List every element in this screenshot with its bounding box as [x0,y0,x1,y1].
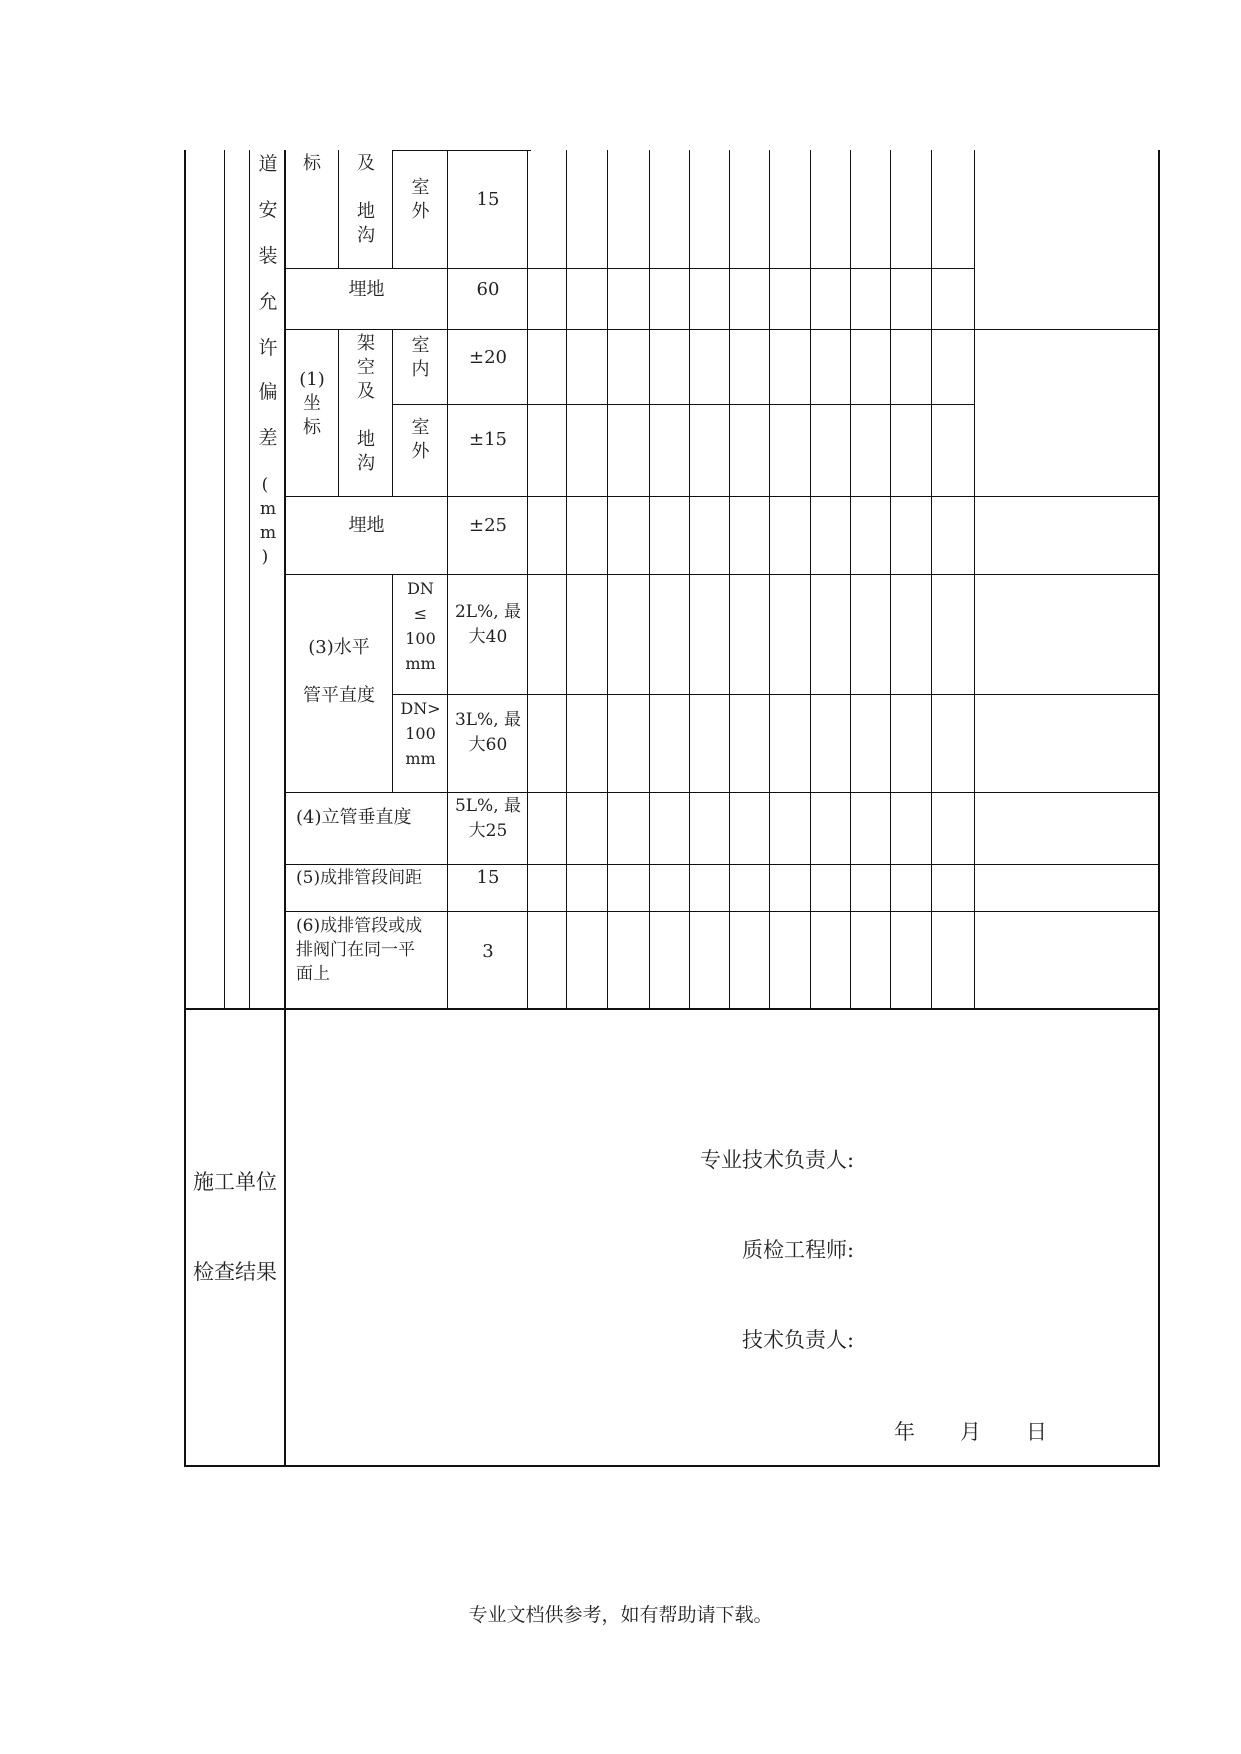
rule [249,150,250,1008]
row2-value: 60 [476,279,500,300]
rule [338,150,339,268]
signer-tech-manager: 技术负责人: [742,1328,855,1352]
rule [285,574,1160,575]
signer-technical-lead: 专业技术负责人: [700,1148,855,1172]
rule [285,496,1160,497]
row4-value: ±25 [469,515,507,536]
rule [224,150,225,1008]
group-label-char: 差 [258,427,278,449]
row7-label: (5)成排管段间距 [296,868,423,888]
row5-value1: 2L%, 最 大40 [454,602,522,647]
rule [810,150,811,1008]
rule [1158,150,1160,1467]
rule [392,150,393,268]
row1-value: 15 [476,189,500,210]
row3-group: (1) 坐 标 [299,369,325,438]
row3-value-outdoor: ±15 [469,429,507,450]
row8-value: 3 [482,941,494,962]
rule [285,329,1160,330]
date-day: 日 [1026,1420,1047,1444]
row3-sub-indoor: 室 内 [411,335,430,380]
row5-cond2: DN> 100 mm [400,699,441,768]
group-label-char: 安 [258,199,278,221]
row3-sub: 架 空 及 地 沟 [357,333,375,474]
row8-label: (6)成排管段或成 排阀门在同一平 面上 [296,916,423,984]
rule [974,150,975,1008]
rule [527,150,528,1008]
rule [689,150,690,1008]
rule [769,150,770,1008]
rule [285,864,1160,865]
rule [285,268,975,269]
rule [850,150,851,1008]
group-label-char: ( [261,475,269,495]
page-footer: 专业文档供参考，如有帮助请下载。 [468,1604,773,1626]
row5-cond1: DN ≤ 100 mm [405,579,436,673]
rule [607,150,608,1008]
row2-label: 埋地 [348,279,385,300]
signer-qc-engineer: 质检工程师: [742,1238,855,1262]
row6-value: 5L%, 最 大25 [454,796,522,841]
result-label-line1: 施工单位 [193,1170,277,1194]
rule [890,150,891,1008]
rule [184,1465,1160,1467]
result-label-line2: 检查结果 [193,1260,277,1284]
rule [729,150,730,1008]
rule [184,1008,1160,1010]
group-label-char: m [259,523,277,543]
rule [393,694,1160,695]
group-label-char: 道 [258,153,278,175]
date-month: 月 [960,1420,981,1444]
group-label-char: 偏 [258,381,278,403]
row1-col-a: 标 [303,153,321,174]
row4-label: 埋地 [348,515,385,536]
row5-value2: 3L%, 最 大60 [454,710,522,755]
rule [392,574,393,792]
rule [393,404,975,405]
rule [393,150,531,151]
row6-label: (4)立管垂直度 [296,807,412,828]
group-label-char: ) [261,547,269,567]
row5-label: (3)水平 管平直度 [303,637,375,706]
row7-value: 15 [476,867,500,888]
group-label-char: m [259,499,277,519]
rule [285,792,1160,793]
rule [649,150,650,1008]
group-label-char: 装 [258,245,278,267]
rule [566,150,567,1008]
rule [392,329,393,496]
rule [931,150,932,1008]
row3-sub-outdoor: 室 外 [411,417,430,462]
row1-col-b: 及 地 沟 [357,153,375,246]
rule [338,329,339,496]
date-year: 年 [894,1420,915,1444]
rule [284,150,286,1467]
group-label-char: 许 [258,337,278,359]
group-label-char: 允 [258,291,278,313]
rule [447,150,448,1008]
row1-col-c: 室 外 [411,177,430,222]
rule [285,911,1160,912]
row3-value-indoor: ±20 [469,347,507,368]
